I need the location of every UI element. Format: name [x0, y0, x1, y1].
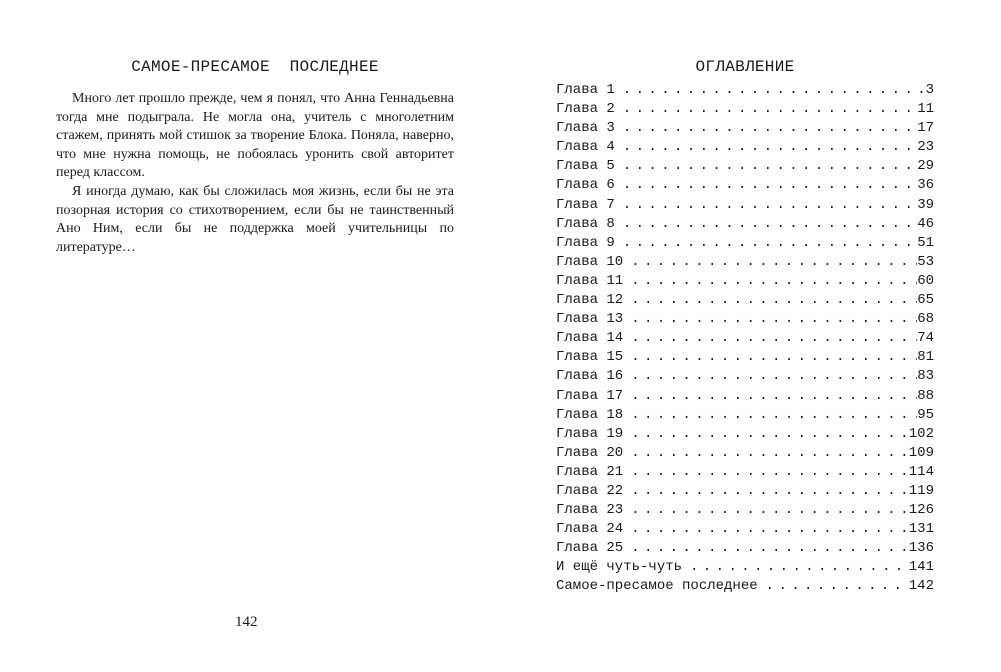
- chapter-body: [56, 90, 454, 257]
- paragraph: Много лет прошло прежде, чем я понял, что Анна Геннадьевна тогда мне подыграла. Не могла она, учитель с многолетним стажем, принять мой стишок за творение Блока. Поняла, наверно, что мне нужна помощь, не побоялась уронить свой авторитет перед классом.: [56, 91, 454, 181]
- toc-entry-page: 119: [908, 482, 934, 499]
- toc-entry-page: 142: [908, 578, 934, 595]
- toc-entry[interactable]: [556, 197, 934, 216]
- leader-dots: [631, 464, 909, 480]
- leader-dots: [623, 216, 917, 232]
- toc-entry-label: Глава 3: [556, 120, 615, 137]
- toc-entry-label: Глава 6: [556, 177, 615, 194]
- toc-entry[interactable]: [556, 311, 934, 330]
- toc-entry-page: 68: [917, 311, 934, 328]
- toc-entry-page: 29: [917, 158, 934, 175]
- toc-entry-page: 126: [908, 502, 934, 519]
- toc-entry[interactable]: [556, 177, 934, 196]
- toc-entry[interactable]: [556, 368, 934, 387]
- toc-entry-label: Глава 19: [556, 425, 624, 442]
- leader-dots: [631, 349, 917, 365]
- toc-entry-label: Глава 2: [556, 101, 615, 118]
- toc-entry[interactable]: [556, 540, 934, 559]
- toc-entry-label: Глава 15: [556, 349, 624, 366]
- leader-dots: [623, 82, 926, 98]
- toc-entry[interactable]: [556, 388, 934, 407]
- toc-entry-page: 17: [917, 120, 934, 137]
- toc-entry-label: Глава 25: [556, 540, 624, 557]
- toc-entry-page: 53: [917, 253, 934, 270]
- leader-dots: [623, 120, 917, 136]
- leader-dots: [623, 177, 917, 193]
- toc-entry-label: Самое-пресамое последнее: [556, 578, 758, 595]
- toc-entry[interactable]: [556, 101, 934, 120]
- table-of-contents: [556, 82, 934, 598]
- toc-entry[interactable]: [556, 349, 934, 368]
- toc-entry[interactable]: [556, 330, 934, 349]
- leader-dots: [631, 292, 917, 308]
- toc-title: ОГЛАВЛЕНИЕ: [695, 58, 795, 76]
- leader-dots: [631, 483, 909, 499]
- toc-entry-page: 3: [925, 82, 934, 98]
- leader-dots: [690, 559, 909, 575]
- toc-entry-page: 60: [917, 272, 934, 289]
- toc-entry-page: 88: [917, 387, 934, 404]
- toc-entry[interactable]: [556, 254, 934, 273]
- toc-entry-label: Глава 11: [556, 272, 624, 289]
- toc-entry[interactable]: [556, 292, 934, 311]
- leader-dots: [623, 235, 917, 251]
- toc-entry-label: Глава 16: [556, 368, 624, 385]
- toc-entry-page: 83: [917, 368, 934, 385]
- leader-dots: [766, 578, 909, 594]
- toc-entry-label: Глава 7: [556, 196, 615, 213]
- toc-entry-page: 23: [917, 139, 934, 156]
- toc-entry[interactable]: [556, 216, 934, 235]
- toc-entry-label: Глава 9: [556, 234, 615, 251]
- leader-dots: [631, 330, 917, 346]
- toc-entry-label: Глава 5: [556, 158, 615, 175]
- toc-entry[interactable]: [556, 407, 934, 426]
- toc-entry-label: Глава 12: [556, 292, 624, 309]
- leader-dots: [631, 540, 909, 556]
- toc-entry-page: 36: [917, 177, 934, 194]
- toc-entry[interactable]: [556, 521, 934, 540]
- leader-dots: [631, 368, 917, 384]
- toc-entry-label: Глава 21: [556, 463, 624, 480]
- toc-entry-page: 136: [908, 540, 934, 557]
- toc-entry[interactable]: [556, 273, 934, 292]
- toc-entry[interactable]: [556, 139, 934, 158]
- leader-dots: [631, 254, 917, 270]
- leader-dots: [631, 445, 909, 461]
- leader-dots: [631, 273, 917, 289]
- toc-entry-label: Глава 1: [556, 82, 615, 98]
- leader-dots: [623, 139, 917, 155]
- toc-entry-page: 65: [917, 292, 934, 309]
- toc-entry-label: Глава 20: [556, 444, 624, 461]
- leader-dots: [631, 521, 909, 537]
- toc-entry-page: 141: [908, 559, 934, 576]
- toc-entry[interactable]: [556, 483, 934, 502]
- toc-entry[interactable]: [556, 426, 934, 445]
- toc-entry-page: 39: [917, 196, 934, 213]
- toc-entry-label: Глава 14: [556, 330, 624, 347]
- toc-entry-page: 95: [917, 406, 934, 423]
- toc-entry[interactable]: [556, 120, 934, 139]
- toc-entry-label: Глава 18: [556, 406, 624, 423]
- toc-entry[interactable]: [556, 82, 934, 101]
- toc-entry[interactable]: [556, 559, 934, 578]
- toc-entry-label: Глава 4: [556, 139, 615, 156]
- leader-dots: [631, 502, 909, 518]
- toc-entry[interactable]: [556, 445, 934, 464]
- toc-entry-label: Глава 10: [556, 253, 624, 270]
- toc-entry[interactable]: [556, 502, 934, 521]
- toc-entry-label: Глава 13: [556, 311, 624, 328]
- leader-dots: [631, 311, 917, 327]
- toc-entry-label: Глава 23: [556, 502, 624, 519]
- left-page: [0, 0, 500, 672]
- chapter-title: САМОЕ-ПРЕСАМОЕ ПОСЛЕДНЕЕ: [131, 58, 379, 76]
- toc-entry-page: 51: [917, 234, 934, 251]
- toc-entry-page: 46: [917, 215, 934, 232]
- leader-dots: [631, 426, 909, 442]
- toc-entry[interactable]: [556, 158, 934, 177]
- page-number: 142: [235, 614, 258, 630]
- toc-entry-page: 114: [908, 463, 934, 480]
- toc-entry-label: Глава 17: [556, 387, 624, 404]
- paragraph: Я иногда думаю, как бы сложилась моя жизнь, если бы не эта позорная история со стихотворением, если бы не таинственный Ано Ним, если бы не поддержка моей учительницы по литературе…: [56, 183, 454, 255]
- toc-entry-page: 81: [917, 349, 934, 366]
- toc-entry-page: 109: [908, 444, 934, 461]
- toc-entry-page: 102: [908, 425, 934, 442]
- toc-entry[interactable]: [556, 464, 934, 483]
- leader-dots: [623, 101, 917, 117]
- toc-entry-label: Глава 24: [556, 521, 624, 538]
- toc-entry-page: 74: [917, 330, 934, 347]
- leader-dots: [623, 158, 917, 174]
- leader-dots: [631, 407, 917, 423]
- leader-dots: [631, 388, 917, 404]
- right-page: [500, 0, 1001, 672]
- toc-entry-label: Глава 8: [556, 215, 615, 232]
- toc-entry[interactable]: [556, 578, 934, 597]
- toc-entry[interactable]: [556, 235, 934, 254]
- toc-entry-page: 131: [908, 521, 934, 538]
- toc-entry-label: И ещё чуть-чуть: [556, 559, 683, 576]
- toc-entry-page: 11: [917, 101, 934, 118]
- leader-dots: [623, 197, 917, 213]
- toc-entry-label: Глава 22: [556, 482, 624, 499]
